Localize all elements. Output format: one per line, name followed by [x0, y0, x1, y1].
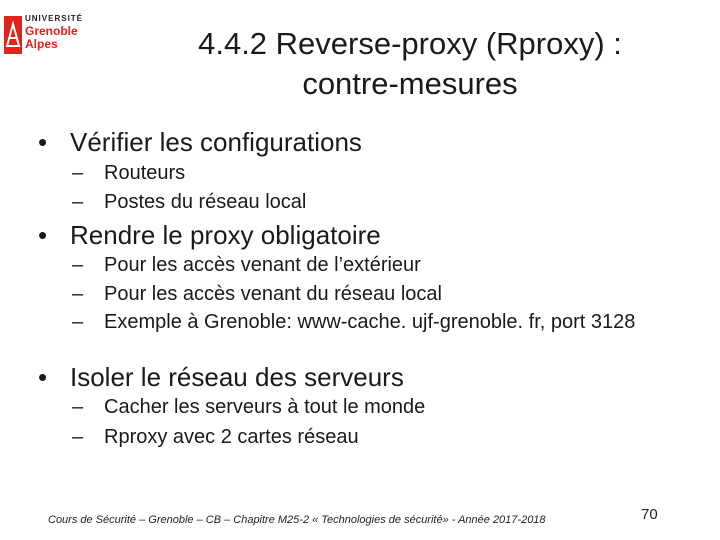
- dash-marker: –: [72, 396, 84, 418]
- bullet-text: Rendre le proxy obligatoire: [70, 220, 381, 250]
- dash-marker: –: [72, 254, 84, 276]
- bullet-item: [38, 362, 404, 392]
- logo-city-line1: Grenoble: [25, 24, 78, 38]
- sub-bullet-item: [72, 190, 307, 214]
- dash-marker: –: [72, 191, 84, 213]
- slide-title-line1: 4.4.2 Reverse-proxy (Rproxy) :: [198, 26, 622, 61]
- bullet-item: [38, 220, 381, 250]
- sub-bullet-item: [72, 395, 426, 419]
- dash-marker: –: [72, 426, 84, 448]
- sub-bullet-text: Cacher les serveurs à tout le monde: [104, 396, 426, 418]
- logo-university-text: UNIVERSITÉ: [25, 14, 84, 23]
- sub-bullet-item: [72, 311, 664, 333]
- bullet-marker: •: [38, 127, 48, 157]
- sub-bullet-item: [72, 282, 442, 306]
- sub-bullet-text: Rproxy avec 2 cartes réseau: [104, 426, 359, 448]
- page-number: 70: [641, 506, 658, 523]
- bullet-item: [38, 127, 362, 157]
- sub-bullet-item: [72, 425, 359, 449]
- sub-bullet-text: Postes du réseau local: [104, 191, 307, 213]
- sub-bullet-text: Exemple à Grenoble: www-cache. ujf-grenoble. fr, port 3128: [104, 311, 636, 333]
- bullet-marker: •: [38, 220, 48, 250]
- bullet-text: Vérifier les configurations: [70, 127, 362, 157]
- sub-bullet-text: Routeurs: [104, 162, 186, 184]
- sub-bullet-item: [72, 161, 186, 185]
- bullet-text: Isoler le réseau des serveurs: [70, 362, 404, 392]
- slide-title-line2: contre-mesures: [302, 66, 518, 101]
- dash-marker: –: [72, 162, 84, 184]
- sub-bullet-text: Pour les accès venant du réseau local: [104, 283, 442, 305]
- slide-footer: Cours de Sécurité – Grenoble – CB – Chapitre M25-2 « Technologies de sécurité» - Année 2017-2018: [48, 514, 546, 526]
- logo-city-line2: Alpes: [25, 37, 58, 51]
- dash-marker: –: [72, 311, 84, 333]
- bullet-marker: •: [38, 362, 48, 392]
- dash-marker: –: [72, 283, 84, 305]
- sub-bullet-item: [72, 253, 421, 277]
- sub-bullet-text: Pour les accès venant de l’extérieur: [104, 254, 421, 276]
